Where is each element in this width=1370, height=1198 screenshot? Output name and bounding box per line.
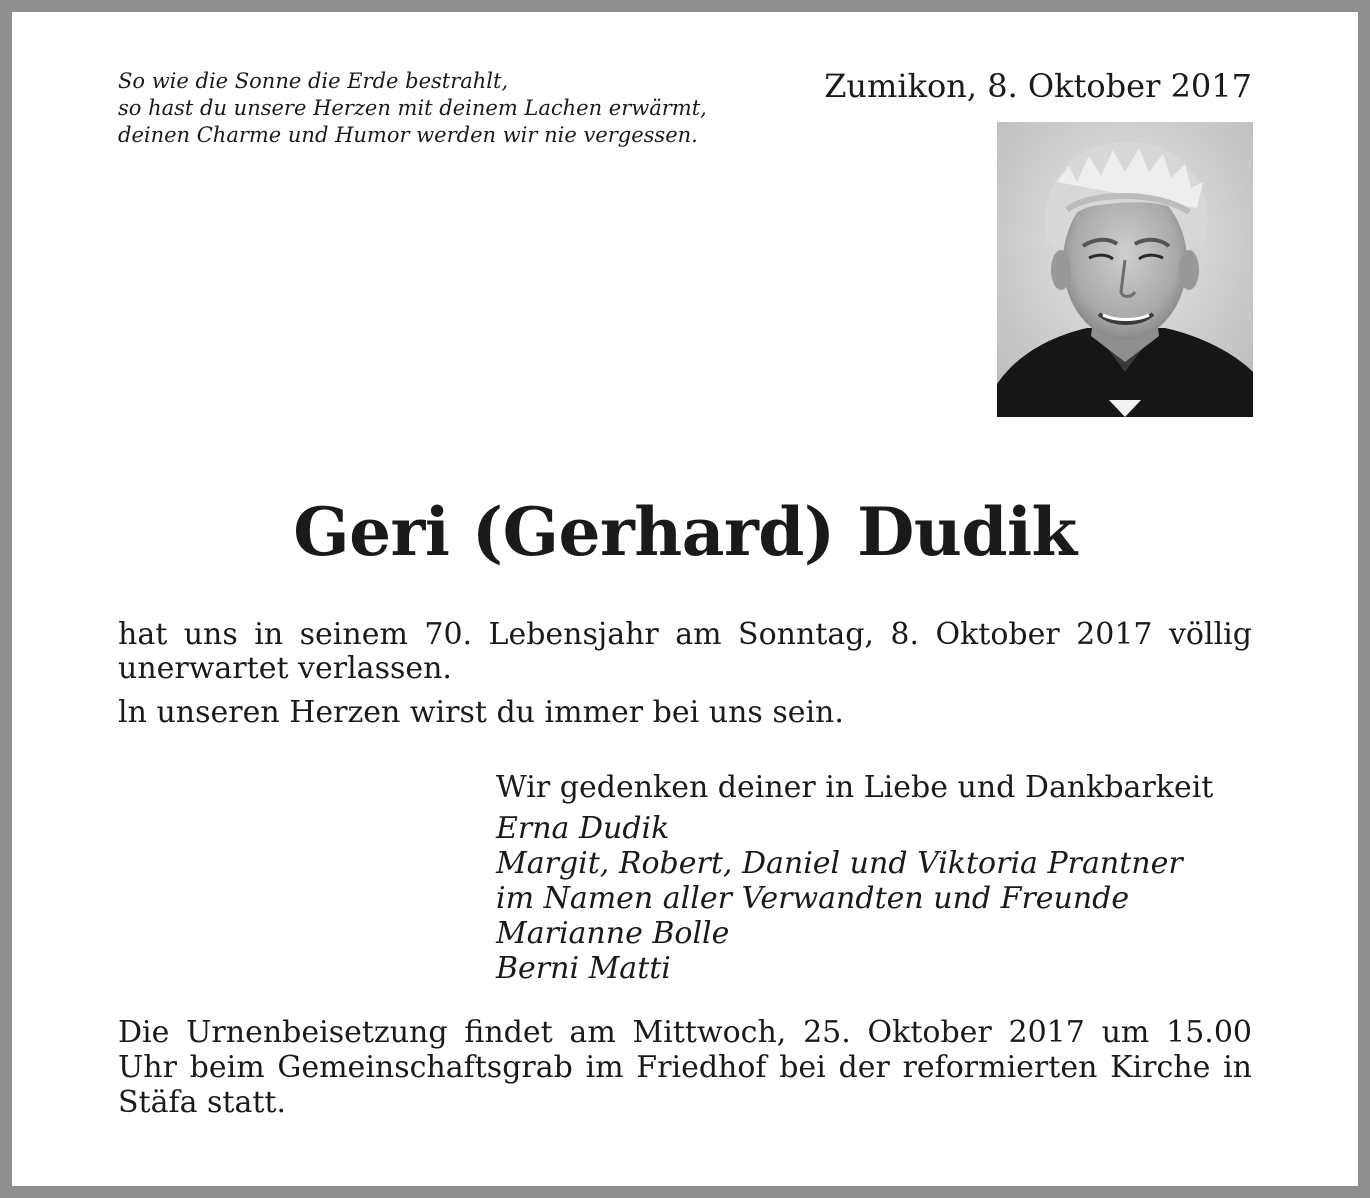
portrait-photo-icon xyxy=(997,122,1253,417)
mourner-name: im Namen aller Verwandten und Freunde xyxy=(496,881,1130,916)
mourner-name: Berni Matti xyxy=(496,951,671,986)
mourners-block xyxy=(496,770,1256,986)
announcement-heart-line: ln unseren Herzen wirst du immer bei uns sein. xyxy=(118,695,844,730)
announcement-text xyxy=(118,618,1252,730)
motto-verse xyxy=(118,68,707,149)
place-date: Zumikon, 8. Oktober 2017 xyxy=(824,67,1252,105)
mourner-name: Erna Dudik xyxy=(496,811,670,846)
mourner-name: Marianne Bolle xyxy=(496,916,730,951)
announcement-sentence: hat uns in seinem 70. Lebensjahr am Sonntag, 8. Oktober 2017 völlig unerwartet verlassen. xyxy=(118,617,1252,686)
portrait-photo xyxy=(997,122,1253,417)
motto-line: so hast du unsere Herzen mit deinem Lachen erwärmt, xyxy=(118,96,707,120)
motto-line: So wie die Sonne die Erde bestrahlt, xyxy=(118,69,509,93)
motto-line: deinen Charme und Humor werden wir nie vergessen. xyxy=(118,123,698,147)
mourner-name: Margit, Robert, Daniel und Viktoria Prantner xyxy=(496,846,1183,881)
deceased-name: Geri (Gerhard) Dudik xyxy=(293,493,1077,571)
mourners-lead: Wir gedenken deiner in Liebe und Dankbarkeit xyxy=(496,770,1214,805)
mourners-list xyxy=(496,811,1256,986)
funeral-info: Die Urnenbeisetzung findet am Mittwoch, 25. Oktober 2017 um 15.00 Uhr beim Gemeinschaftsgrab im Friedhof bei der reformierten Kirche in Stäfa statt. xyxy=(118,1015,1252,1120)
